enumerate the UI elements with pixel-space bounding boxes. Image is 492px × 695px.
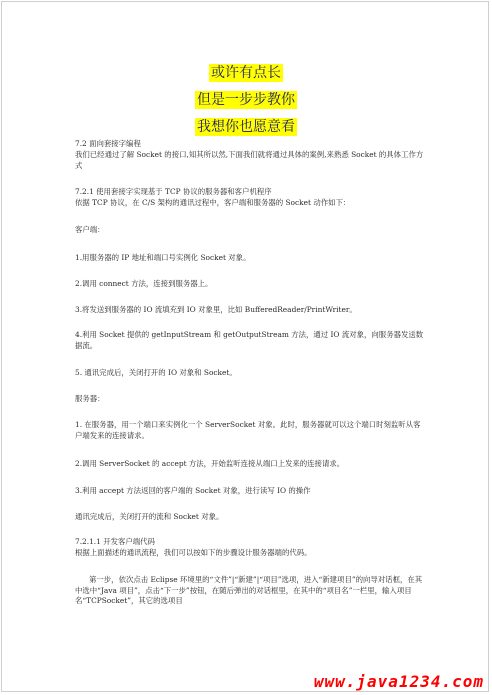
site-watermark: www.java1234.com — [313, 672, 484, 691]
section-7-2-1-1-title: 7.2.1.1 开发客户端代码 — [75, 537, 155, 546]
headline-line-1: 或许有点长 — [211, 65, 281, 81]
server-heading: 服务器： — [75, 394, 105, 403]
client-step-4: 4.利用 Socket 提供的 getInputStream 和 getOutputStream 方法，通过 IO 流对象，向服务器发送数据流。 — [75, 330, 424, 350]
section-7-2-title: 7.2 面向套接字编程 — [75, 139, 141, 148]
server-step-1: 1. 在服务器，用一个端口来实例化一个 ServerSocket 对象。此时，服务器就可以这个端口时刻监听从客户端发来的连接请求。 — [75, 420, 421, 440]
headline-line-3: 我想你也愿意看 — [197, 119, 295, 135]
section-7-2-1-1-paragraph: 根据上面描述的通讯流程，我们可以按如下的步骤设计服务器端的代码。 — [75, 548, 312, 557]
client-step-1: 1.用服务器的 IP 地址和端口号实例化 Socket 对象。 — [75, 253, 251, 262]
client-step-2: 2.调用 connect 方法，连接到服务器上。 — [75, 279, 213, 288]
step-1-paragraph: 第一步，依次点击 Eclipse 环境里的“文件”|“新建”|“项目”选项，进入“新建项目”的向导对话框，在其中选中“Java 项目”，点击“下一步”按钮，在随后弹出的对话框里，在其中的“项目名”一栏里，输入项目名“TCPSocket”，其它的选项目 — [75, 575, 423, 605]
server-step-3: 3.利用 accept 方法返回的客户端的 Socket 对象，进行读写 IO 的操作 — [75, 486, 311, 495]
section-7-2-1-paragraph: 依据 TCP 协议，在 C/S 架构的通讯过程中，客户端和服务器的 Socket 动作如下： — [75, 198, 351, 207]
client-heading: 客户端： — [75, 225, 105, 234]
client-step-3: 3.将发送到服务器的 IO 流填充到 IO 对象里，比如 BufferedReader/PrintWriter。 — [75, 305, 357, 314]
closing-line: 通讯完成后，关闭打开的流和 Socket 对象。 — [75, 512, 224, 521]
section-7-2-paragraph: 我们已经通过了解 Socket 的接口,知其所以然,下面我们就将通过具体的案例,来熟悉 Socket 的具体工作方式 — [75, 150, 424, 170]
client-step-5: 5. 通讯完成后，关闭打开的 IO 对象和 Socket。 — [75, 368, 237, 377]
headline-line-2: 但是一步步教你 — [197, 92, 295, 108]
section-7-2-1-title: 7.2.1 使用套接字实现基于 TCP 协议的服务器和客户机程序 — [75, 187, 272, 196]
server-step-2: 2.调用 ServerSocket 的 accept 方法，开始监听连接从端口上发来的连接请求。 — [75, 459, 345, 468]
